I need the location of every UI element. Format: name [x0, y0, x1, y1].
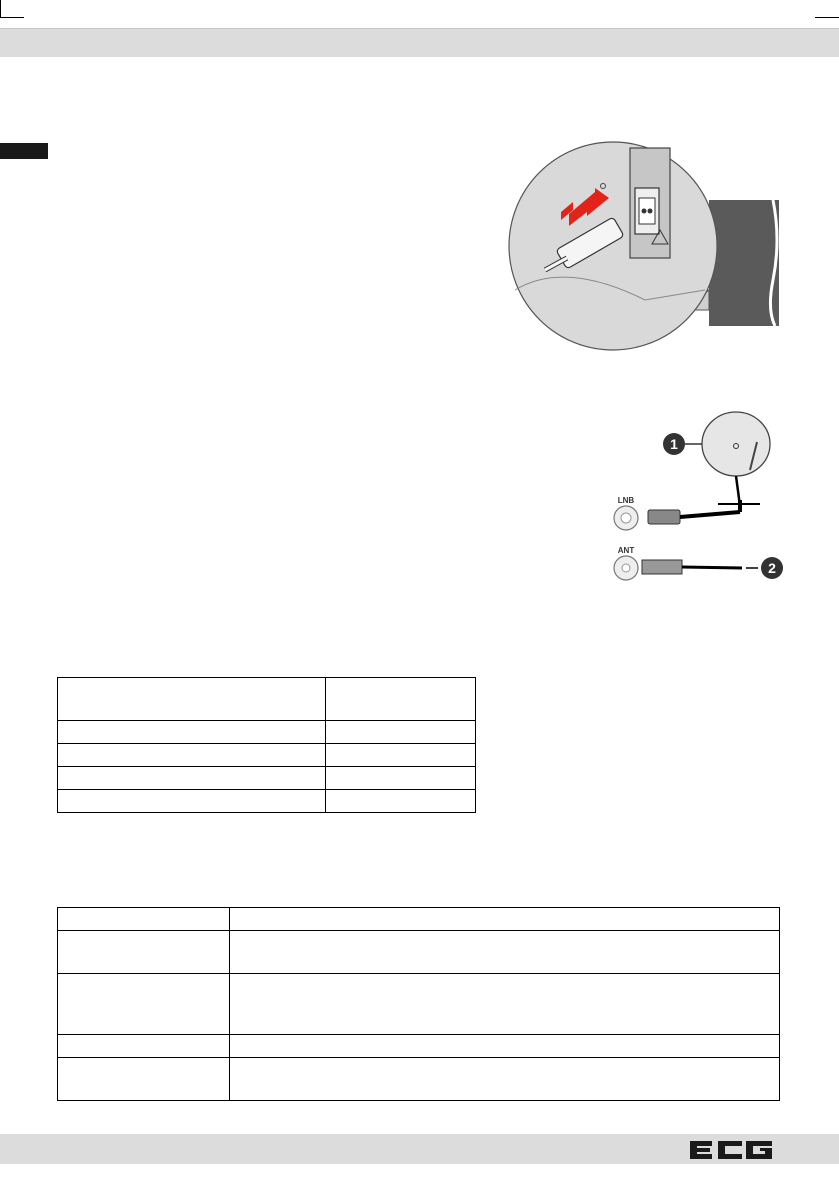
ant-label: ANT [617, 546, 635, 555]
table-cell [326, 678, 476, 721]
table-row [58, 1058, 780, 1101]
table-cell [230, 931, 780, 974]
zoom-circle [509, 142, 717, 350]
table-cell [58, 1058, 230, 1101]
table-cell [58, 744, 326, 767]
crop-mark-left [0, 0, 1, 18]
table-cell [326, 744, 476, 767]
table-cell [58, 678, 326, 721]
crop-mark-left-h [0, 17, 24, 18]
ecg-logo [688, 1138, 774, 1162]
power-connection-figure [505, 140, 785, 355]
table-cell [230, 1058, 780, 1101]
svg-text:2: 2 [768, 560, 776, 576]
table-1 [57, 677, 476, 813]
table-cell [58, 908, 230, 931]
table-row [58, 744, 476, 767]
table-2 [57, 907, 780, 1101]
table-cell [58, 767, 326, 790]
table-cell [230, 974, 780, 1035]
table-row [58, 678, 476, 721]
table-cell [58, 790, 326, 813]
table-cell [326, 767, 476, 790]
svg-text:1: 1 [670, 436, 678, 452]
tv-back-panel [709, 200, 779, 326]
table-cell [230, 908, 780, 931]
header-band [0, 28, 839, 57]
antenna-connection-figure [600, 410, 790, 590]
table-cell [326, 790, 476, 813]
table-row [58, 790, 476, 813]
language-tab [0, 143, 48, 159]
lnb-label: LNB [617, 496, 635, 505]
crop-mark-right [815, 17, 839, 18]
table-row [58, 1035, 780, 1058]
table-row [58, 931, 780, 974]
table-row [58, 721, 476, 744]
table-cell [230, 1035, 780, 1058]
table-cell [58, 721, 326, 744]
table-cell [58, 931, 230, 974]
table-cell [58, 974, 230, 1035]
table-row [58, 908, 780, 931]
table-cell [326, 721, 476, 744]
table-row [58, 974, 780, 1035]
table-row [58, 767, 476, 790]
table-cell [58, 1035, 230, 1058]
